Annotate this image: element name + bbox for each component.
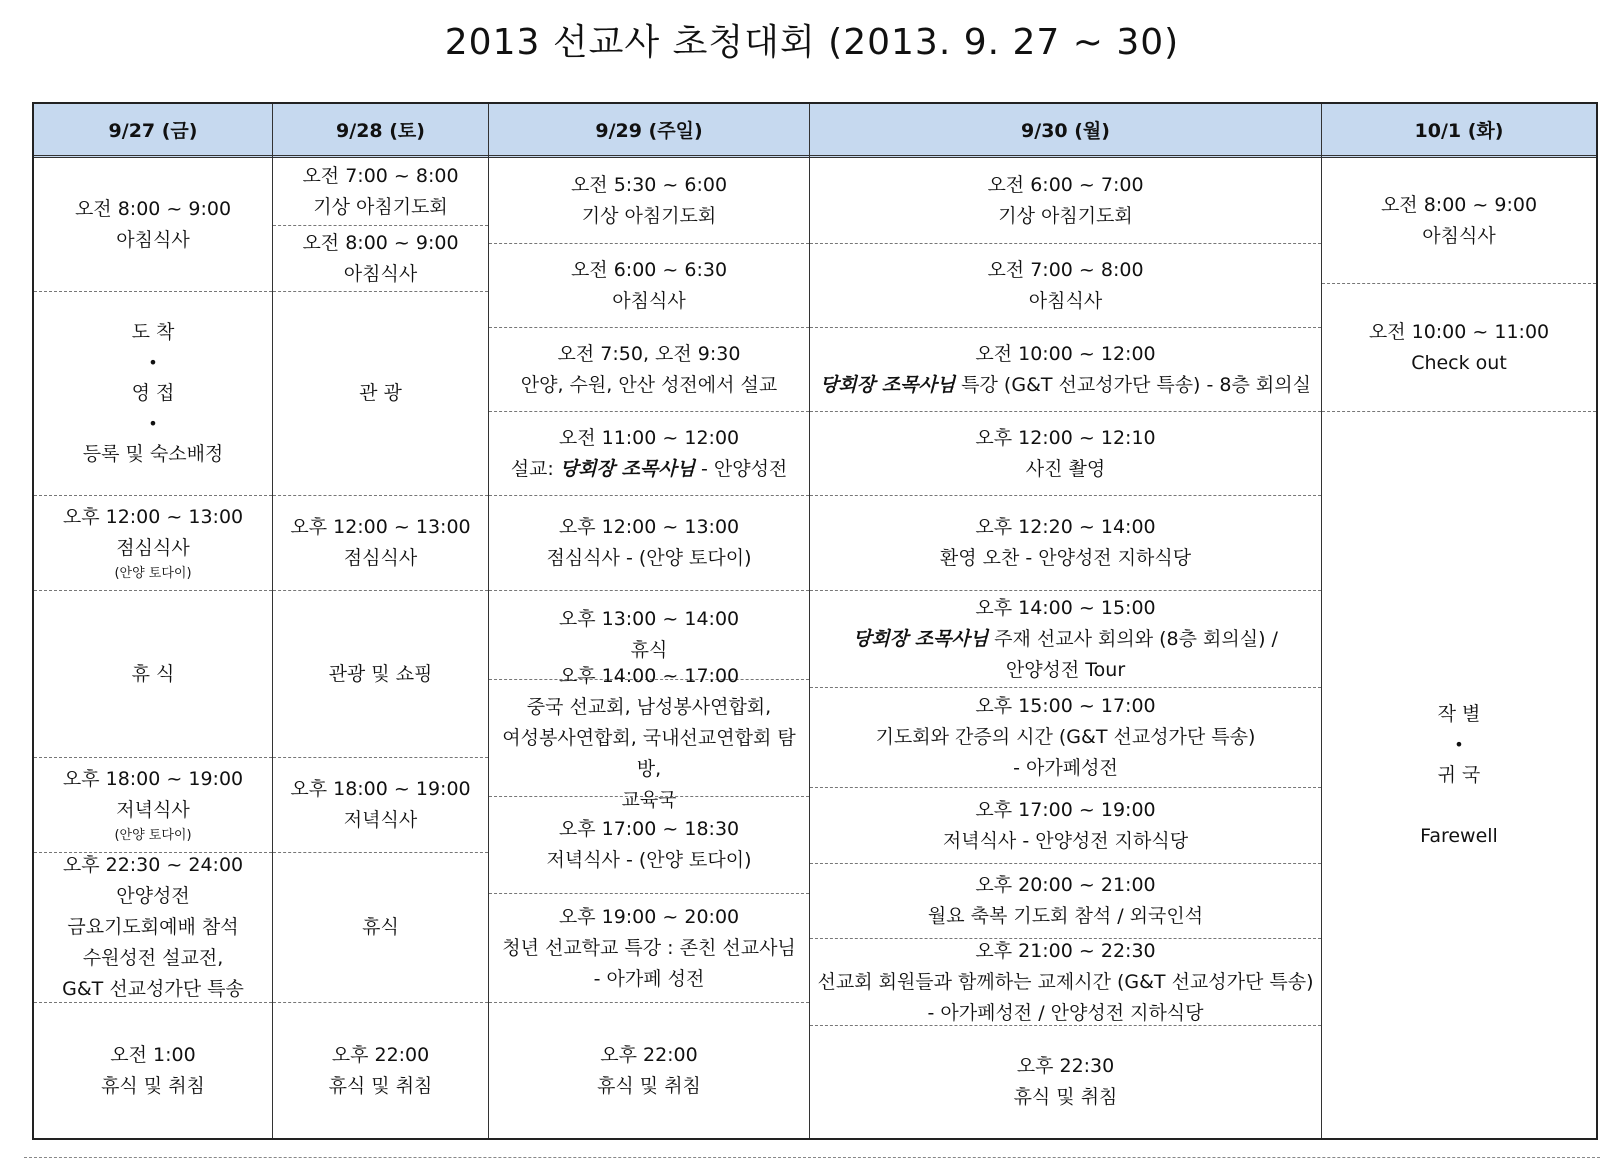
schedule-slot	[810, 688, 1321, 788]
schedule-slot	[810, 939, 1321, 1026]
slot-time: 오후 21:00 ~ 22:30	[975, 939, 1156, 962]
day-header-0930: 9/30 (월)	[810, 104, 1321, 158]
slot-text: 휴식 및 취침	[101, 1074, 205, 1097]
slot-text: 도 착	[131, 321, 175, 343]
slot-text: 휴식 및 취침	[328, 1074, 433, 1097]
slot-text: 등록 및 숙소배정	[82, 443, 224, 465]
slot-text: - 아가페 성전	[593, 967, 705, 990]
schedule-slot	[273, 853, 488, 1003]
slot-text: 청년 선교학교 특강 : 존친 선교사님	[502, 936, 796, 959]
slot-text: 점심식사 - (안양 토다이)	[546, 547, 752, 569]
schedule-slot	[810, 412, 1321, 496]
slot-text: 휴 식	[131, 662, 175, 685]
slot-text: 수원성전 설교전,	[82, 947, 224, 969]
slot-time: 오전 1:00	[110, 1043, 196, 1066]
schedule-slot	[34, 758, 272, 853]
slot-text	[511, 454, 788, 485]
slot-time: 오후 22:00	[331, 1043, 430, 1066]
slot-text: 기상 아침기도회	[998, 204, 1133, 227]
schedule-table	[32, 102, 1598, 1140]
slot-text: 작 별	[1437, 702, 1481, 725]
slot-text: 월요 축복 기도회 참석 / 외국인석	[927, 905, 1204, 927]
slot-text: 휴식 및 취침	[1013, 1086, 1118, 1108]
schedule-slot	[34, 496, 272, 591]
slot-text: 중국 선교회, 남성봉사연합회,	[526, 695, 772, 718]
slot-text: - 아가페성전 / 안양성전 지하식당	[927, 1001, 1204, 1024]
slot-text-suffix: - 안양성전	[694, 457, 788, 480]
schedule-slot	[810, 158, 1321, 244]
schedule-slot	[273, 1003, 488, 1138]
schedule-slot	[810, 496, 1321, 591]
slot-text: 저녁식사	[116, 799, 190, 821]
slot-text: 기상 아침기도회	[313, 195, 448, 218]
slot-text: 관 광	[359, 382, 402, 404]
schedule-slot	[489, 664, 809, 811]
slot-time: 오전 10:00 ~ 12:00	[975, 342, 1156, 365]
schedule-slot	[810, 788, 1321, 864]
slot-note: (안양 토다이)	[114, 828, 192, 843]
slot-text-suffix: 특강 (G&T 선교성가단 특송) - 8층 회의실	[955, 373, 1311, 396]
slot-text: 저녁식사 - 안양성전 지하식당	[942, 829, 1189, 852]
slot-text: 금요기도회예배 참석	[67, 916, 239, 938]
slot-text: 안양, 수원, 안산 성전에서 설교	[520, 373, 778, 396]
slot-time: 오전 10:00 ~ 11:00	[1368, 320, 1550, 343]
schedule-slot	[34, 591, 272, 758]
slot-time: 오후 20:00 ~ 21:00	[975, 874, 1156, 896]
schedule-slot	[489, 328, 809, 412]
slot-time: 오후 12:00 ~ 13:00	[290, 516, 471, 538]
schedule-slot	[273, 226, 488, 292]
slot-text: Farewell	[1420, 824, 1498, 847]
slot-time: 오후 14:00 ~ 15:00	[975, 596, 1156, 619]
slot-note: (안양 토다이)	[114, 566, 192, 581]
slot-text: 영 접	[131, 382, 175, 404]
slot-text: G&T 선교성가단 특송	[62, 978, 244, 1000]
slot-time: 오전 5:30 ~ 6:00	[570, 173, 728, 196]
slot-time: 오후 17:00 ~ 19:00	[975, 798, 1156, 821]
slot-time: 오후 17:00 ~ 18:30	[558, 818, 740, 840]
slot-time: 오전 6:00 ~ 7:00	[987, 173, 1144, 196]
schedule-slot	[273, 158, 488, 226]
slot-text: 안양성전	[116, 885, 190, 907]
slot-time: 오후 22:30 ~ 24:00	[62, 854, 244, 876]
schedule-slot	[489, 496, 809, 591]
slot-time: 오후 22:00	[600, 1043, 698, 1066]
schedule-slot	[810, 591, 1321, 688]
schedule-slot	[273, 496, 488, 591]
slot-text: 아침식사	[1422, 224, 1496, 247]
bullet-separator: •	[148, 353, 158, 372]
schedule-slot	[810, 1026, 1321, 1138]
slot-text: 여성봉사연합회, 국내선교연합회 탐방,	[502, 726, 796, 780]
slot-text: 휴식 및 취침	[597, 1074, 701, 1097]
schedule-slot	[1322, 412, 1596, 1138]
page-title: 2013 선교사 초청대회 (2013. 9. 27 ~ 30)	[444, 22, 1180, 63]
slot-text-suffix: 주재 선교사 회의와 (8층 회의실) /	[988, 627, 1278, 650]
slot-time: 오전 8:00 ~ 9:00	[74, 197, 232, 220]
schedule-slot	[34, 853, 272, 1003]
schedule-slot	[273, 591, 488, 758]
day-header-1001: 10/1 (화)	[1322, 104, 1596, 158]
schedule-slot	[489, 1003, 809, 1138]
slot-text: 관광 및 쇼핑	[328, 662, 433, 685]
speaker-name: 당회장 조목사님	[820, 373, 956, 396]
slot-time: 오전 7:00 ~ 8:00	[987, 258, 1144, 281]
slot-text: Check out	[1411, 351, 1507, 374]
slot-time: 오후 13:00 ~ 14:00	[558, 608, 740, 630]
slot-text: 저녁식사 - (안양 토다이)	[546, 849, 752, 871]
slot-text: 휴식	[630, 639, 668, 661]
slot-text: 교육국	[621, 788, 677, 811]
day-header-0927: 9/27 (금)	[34, 104, 272, 158]
schedule-slot	[34, 158, 272, 292]
slot-text: - 아가페성전	[1013, 757, 1118, 779]
slot-text: 안양성전 Tour	[1005, 658, 1126, 681]
schedule-slot	[489, 244, 809, 328]
slot-time: 오후 19:00 ~ 20:00	[558, 905, 740, 928]
schedule-slot	[273, 292, 488, 496]
speaker-name: 당회장 조목사님	[559, 457, 695, 480]
schedule-slot	[34, 1003, 272, 1138]
speaker-name: 당회장 조목사님	[853, 627, 989, 650]
slot-text: 아침식사	[116, 228, 190, 251]
schedule-slot	[489, 894, 809, 1003]
slot-time: 오전 8:00 ~ 9:00	[302, 231, 459, 254]
slot-text-prefix: 설교:	[510, 457, 560, 480]
slot-text: 점심식사	[343, 547, 418, 569]
slot-time: 오후 18:00 ~ 19:00	[290, 778, 471, 800]
slot-text: 기상 아침기도회	[581, 204, 717, 227]
slot-time: 오후 18:00 ~ 19:00	[62, 768, 244, 790]
slot-time: 오후 12:20 ~ 14:00	[975, 516, 1156, 538]
schedule-slot	[810, 328, 1321, 412]
slot-text: 점심식사	[116, 537, 190, 559]
slot-text: 환영 오찬 - 안양성전 지하식당	[939, 547, 1192, 569]
slot-text: 사진 촬영	[1025, 457, 1106, 480]
schedule-slot	[489, 412, 809, 496]
slot-time: 오전 11:00 ~ 12:00	[558, 426, 740, 449]
day-header-0929: 9/29 (주일)	[489, 104, 809, 158]
slot-text: 휴식	[362, 916, 399, 938]
slot-time: 오후 15:00 ~ 17:00	[975, 695, 1156, 717]
schedule-slot	[810, 864, 1321, 939]
slot-time: 오전 7:50, 오전 9:30	[557, 342, 741, 365]
schedule-slot	[1322, 284, 1596, 412]
schedule-slot	[489, 158, 809, 244]
slot-time: 오후 12:00 ~ 12:10	[975, 426, 1156, 449]
slot-time: 오후 12:00 ~ 13:00	[558, 516, 740, 538]
slot-text: 아침식사	[612, 289, 686, 312]
bullet-separator: •	[148, 414, 158, 433]
slot-time: 오후 22:30	[1016, 1055, 1115, 1077]
schedule-slot	[34, 292, 272, 496]
slot-text	[820, 370, 1311, 401]
day-header-0928: 9/28 (토)	[273, 104, 488, 158]
slot-text: 선교회 회원들과 함께하는 교제시간 (G&T 선교성가단 특송)	[817, 970, 1314, 993]
slot-text	[853, 624, 1278, 655]
slot-time: 오전 6:00 ~ 6:30	[570, 258, 728, 281]
slot-text: 기도회와 간증의 시간 (G&T 선교성가단 특송)	[875, 726, 1256, 748]
slot-time: 오전 7:00 ~ 8:00	[302, 164, 459, 187]
slot-text: 아침식사	[343, 262, 418, 285]
schedule-slot	[273, 758, 488, 853]
slot-time: 오후 14:00 ~ 17:00	[558, 664, 740, 687]
slot-text: 귀 국	[1437, 763, 1481, 786]
slot-text: 아침식사	[1028, 289, 1103, 312]
slot-time: 오후 12:00 ~ 13:00	[62, 506, 244, 528]
schedule-slot	[810, 244, 1321, 328]
slot-time: 오전 8:00 ~ 9:00	[1380, 193, 1538, 216]
schedule-slot	[489, 797, 809, 894]
footer-divider	[24, 1157, 1600, 1158]
slot-text: 저녁식사	[343, 809, 418, 831]
schedule-slot	[1322, 158, 1596, 284]
bullet-separator: •	[1454, 734, 1464, 754]
